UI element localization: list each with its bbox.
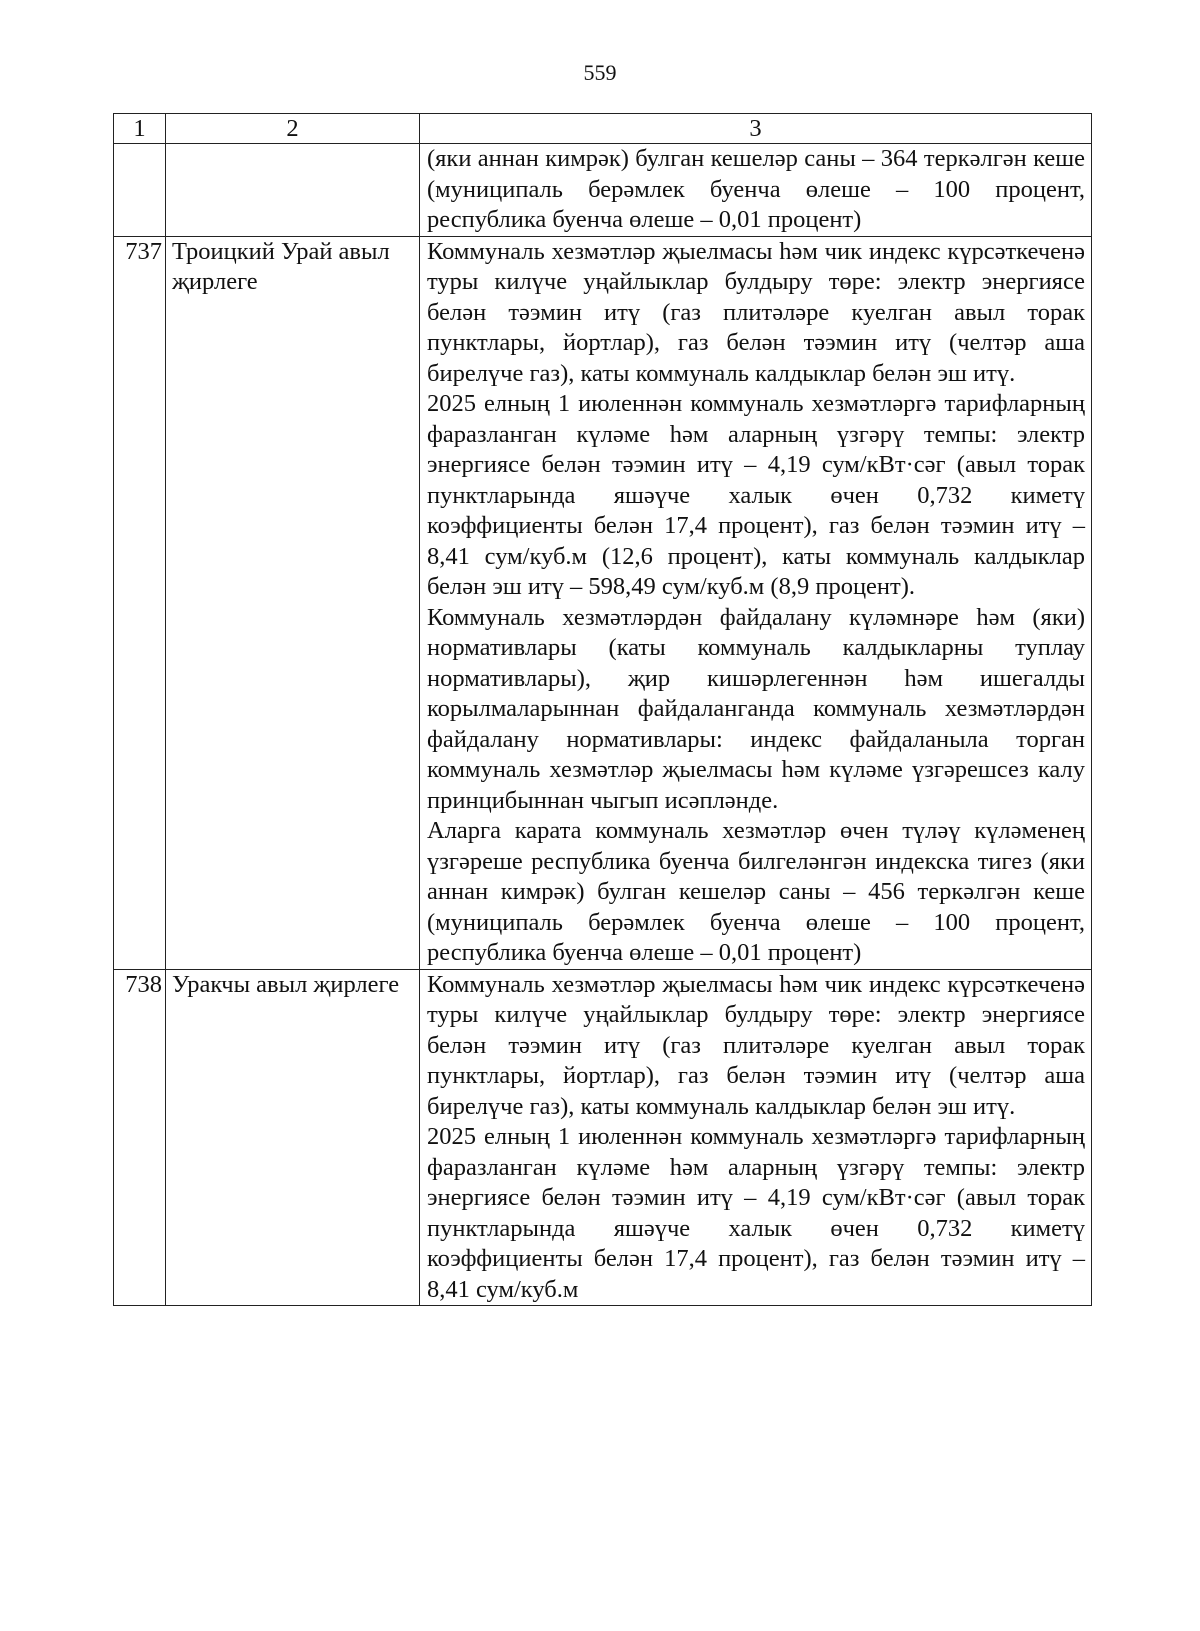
row-number: 737: [114, 236, 166, 969]
table-row: [114, 144, 1092, 237]
row-description: [420, 969, 1092, 1306]
row-number: 738: [114, 969, 166, 1306]
table-row: [114, 236, 1092, 969]
settlement-name: [166, 144, 420, 237]
paragraph: (яки аннан кимрәк) булган кешеләр саны – 364 теркәлгән кеше (муниципаль берәмлек буенча өлеше – 100 процент, республика буенча өлеше – 0,01 процент): [427, 145, 1085, 233]
settlement-name: Уракчы авыл җирлеге: [166, 969, 420, 1306]
settlement-name: Троицкий Урай авыл җирлеге: [166, 236, 420, 969]
row-description: [420, 236, 1092, 969]
paragraph: Аларга карата коммуналь хезмәтләр өчен түләү күләменең үзгәреше республика буенча билгеләнгән индекска тигез (яки аннан кимрәк) булган кешеләр саны – 456 теркәлгән кеше (муниципаль берәмлек буенча өлеше – 100 процент, республика буенча өлеше – 0,01 процент): [427, 817, 1085, 966]
header-col-1: 1: [114, 114, 166, 144]
row-number: [114, 144, 166, 237]
header-col-2: 2: [166, 114, 420, 144]
page-number: 559: [583, 60, 617, 85]
row-description: [420, 144, 1092, 237]
table-row: [114, 969, 1092, 1306]
paragraph: Коммуналь хезмәтләр җыелмасы һәм чик индекс күрсәткеченә туры килүче уңайлыклар булдыру төре: электр энергиясе белән тәэмин итү (газ плитәләре куелган авыл торак пунктлары, йортлар), газ белән тәэмин итү (челтәр аша бирелүче газ), каты коммуналь калдыклар белән эш итү.: [427, 970, 1085, 1120]
header-col-3: 3: [420, 114, 1092, 144]
paragraph: Коммуналь хезмәтләрдән файдалану күләмнәре һәм (яки) нормативлары (каты коммуналь калдыкларны туплау нормативлары), җир кишәрлегеннән һәм ишегалды корылмаларыннан файдаланганда коммуналь хезмәтләрдән файдалану нормативлары: индекс файдаланыла торган коммуналь хезмәтләр җыелмасы һәм күләме үзгәрешсез калу принцибыннан чыгып исәпләнде.: [427, 603, 1085, 814]
paragraph: 2025 елның 1 июленнән коммуналь хезмәтләргә тарифларның фаразланган күләме һәм аларның үзгәрү темпы: электр энергиясе белән тәэмин итү – 4,19 сум/кВт·сәг (авыл торак пунктларында яшәүче халык өчен 0,732 киметү коэффициенты белән 17,4 процент), газ белән тәэмин итү – 8,41 сум/куб.м: [427, 1123, 1085, 1303]
paragraph: Коммуналь хезмәтләр җыелмасы һәм чик индекс күрсәткеченә туры килүче уңайлыклар булдыру төре: электр энергиясе белән тәэмин итү (газ плитәләре куелган авыл торак пунктлары, йортлар), газ белән тәэмин итү (челтәр аша бирелүче газ), каты коммуналь калдыклар белән эш итү.: [427, 237, 1085, 387]
table-header-row: [114, 114, 1092, 144]
data-table: [113, 113, 1092, 1306]
paragraph: 2025 елның 1 июленнән коммуналь хезмәтләргә тарифларның фаразланган күләме һәм аларның үзгәрү темпы: электр энергиясе белән тәэмин итү – 4,19 сум/кВт·сәг (авыл торак пунктларында яшәүче халык өчен 0,732 киметү коэффициенты белән 17,4 процент), газ белән тәэмин итү – 8,41 сум/куб.м (12,6 процент), каты коммуналь калдыклар белән эш итү – 598,49 сум/куб.м (8,9 процент).: [427, 390, 1085, 600]
